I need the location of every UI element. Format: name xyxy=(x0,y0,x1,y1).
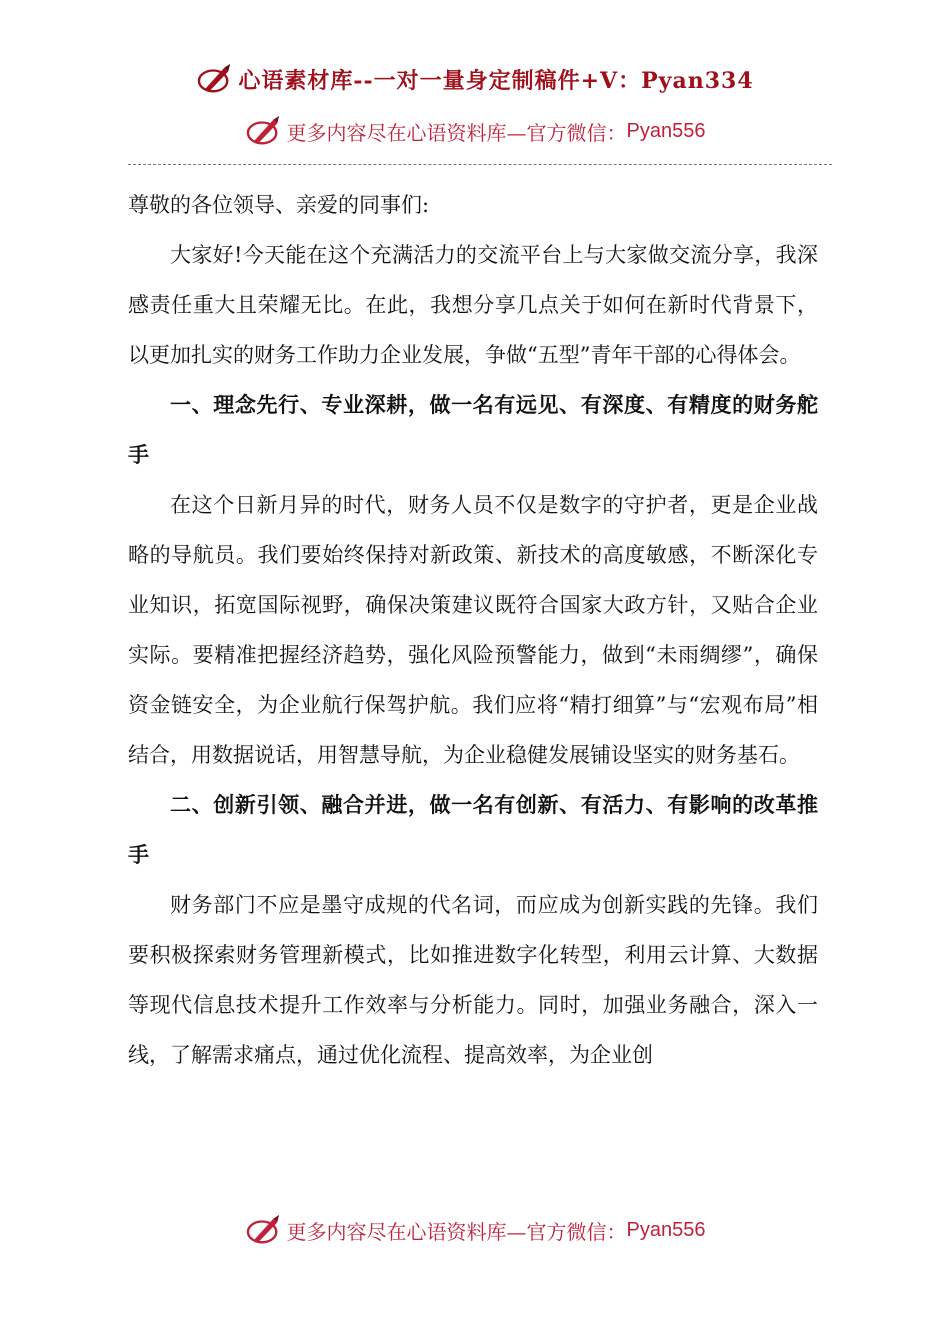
section2-heading: 二、创新引领、融合并进，做一名有创新、有活力、有影响的改革推手 xyxy=(128,792,818,867)
pen-nib-logo-icon xyxy=(245,1213,283,1247)
pen-nib-logo-icon xyxy=(196,62,234,96)
document-header-title xyxy=(0,62,950,96)
document-header-subtitle xyxy=(0,114,950,148)
section1-heading: 一、理念先行、专业深耕，做一名有远见、有深度、有精度的财务舵手 xyxy=(128,392,818,467)
document-body xyxy=(128,180,818,1080)
header-subtitle-text: 更多内容尽在心语资料库—官方微信： xyxy=(286,120,627,145)
header-wechat-id: Pyan556 xyxy=(626,119,706,142)
salutation: 尊敬的各位领导、亲爱的同事们: xyxy=(128,193,430,217)
header-title-text: 心语素材库--一对一量身定制稿件+V：Pyan334 xyxy=(238,67,754,94)
document-footer xyxy=(0,1213,950,1247)
section1-paragraph: 在这个日新月异的时代，财务人员不仅是数字的守护者，更是企业战略的导航员。我们要始终保持对新政策、新技术的高度敏感，不断深化专业知识，拓宽国际视野，确保决策建议既符合国家大政方针，又贴合企业实际。要精准把握经济趋势，强化风险预警能力，做到“未雨绸缪”，确保资金链安全，为企业航行保驾护航。我们应将“精打细算”与“宏观布局”相结合，用数据说话，用智慧导航，为企业稳健发展铺设坚实的财务基石。 xyxy=(128,493,818,767)
footer-text: 更多内容尽在心语资料库—官方微信： xyxy=(286,1219,627,1244)
header-divider xyxy=(128,164,832,165)
section2-paragraph: 财务部门不应是墨守成规的代名词，而应成为创新实践的先锋。我们要积极探索财务管理新模式，比如推进数字化转型，利用云计算、大数据等现代信息技术提升工作效率与分析能力。同时，加强业务融合，深入一线，了解需求痛点，通过优化流程、提高效率，为企业创 xyxy=(128,893,818,1067)
pen-nib-logo-icon xyxy=(245,114,283,148)
intro-paragraph: 大家好!今天能在这个充满活力的交流平台上与大家做交流分享，我深感责任重大且荣耀无比。在此，我想分享几点关于如何在新时代背景下，以更加扎实的财务工作助力企业发展，争做“五型”青年干部的心得体会。 xyxy=(128,243,818,367)
footer-wechat-id: Pyan556 xyxy=(626,1218,706,1241)
